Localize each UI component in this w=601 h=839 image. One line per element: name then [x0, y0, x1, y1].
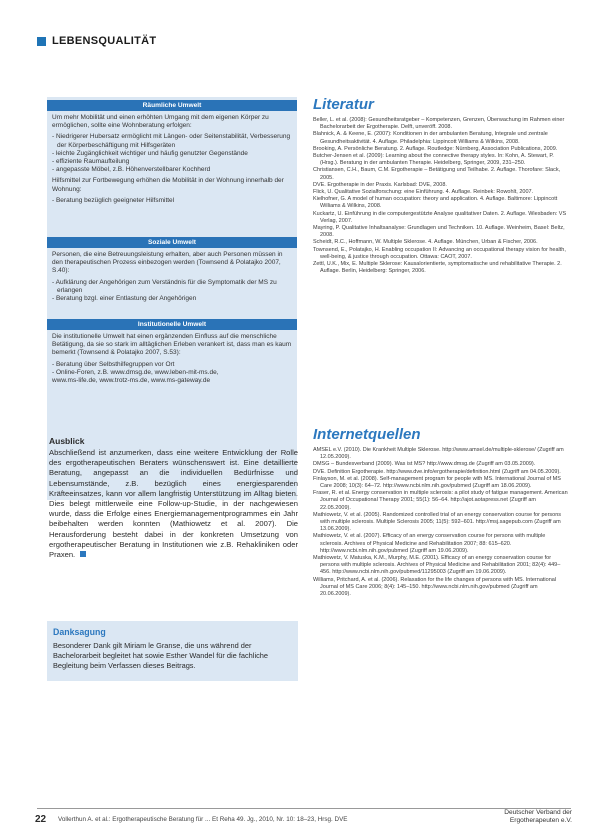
- footer-citation: Vollerthun A. et al.: Ergotherapeutische Beratung für ... Et Reha 49. Jg., 2010, Nr. 10: 18–23, Hrsg. DVE: [58, 816, 348, 823]
- box-heading-institutionell: Institutionelle Umwelt: [47, 319, 297, 330]
- sozial-intro: Personen, die eine Betreuungsleistung erhalten, aber auch Personen müssen in den therapeutischen Prozess einbezogen werden (Townsend & Polatajko 2007, S.40):: [52, 251, 283, 275]
- danksagung-box: [47, 621, 298, 681]
- reference-item: DMSG – Bundesverband (2009). Was ist MS? http://www.dmsg.de (Zugriff am 03.05.2009).: [313, 461, 536, 468]
- reference-item: Beller, L. et al. (2008): Gesundheitsratgeber – Kompetenzen, Grenzen, Überwachung im Rahmen einer Bachelorarbeit der Ergotherapie. Delft, unveröff. 2008.: [313, 117, 565, 131]
- reference-item: Williams, Pritchard, A. et al. (2006). Relaxation for the life changes of persons with MS. International Journal of MS Care 2006; 8(4): 145–150. http://www.ncbi.nlm.nih.gov/pubmed (Zugriff am 20.06.2009).: [313, 576, 557, 598]
- reference-item: Kielhofner, G. A model of human occupation: theory and application. 4. Auflage. Baltimore: Lippincott Williams & Wilkins, 2008.: [313, 196, 558, 210]
- institutionell-content: [52, 333, 294, 385]
- reference-item: Townsend, E., Polatajko, H. Enabling occupation II: Advancing an occupational therapy vision for health, well-being, & justice through occupation. Ottawa: CAOT, 2007.: [313, 246, 566, 260]
- reference-item: Brooking, A. Persönliche Beratung. 2. Auflage. Routledge: Nürnberg, Association Publications, 2009.: [313, 145, 558, 152]
- sozial-list: [52, 279, 294, 304]
- ausblick-body: Abschließend ist anzumerken, dass eine weitere Entwicklung der Rolle des ergotherapeutischen Beraters wünschenswert ist. Eine detaillierte Beratung, angepasst an die individuellen Bedürfnisse und Lebensumstände, z.B. bezüglich eines energiesparenden Kräfteeinsatzes, kann vor allem langfristig Unterstützung im Alltag bieten. Dies belegt mittlerweile eine Follow-up-Studie, in der nachgewiesen wurde, dass die Erfolge eines Energiemanagementprogrammes ein Jahr beibehalten werden konnten (Mathiowetz et al. 2007). Die Herausforderung besteht dabei in der konkreten Umsetzung von ergotherapeutischer Beratung in Institutionen wie z.B. Rehakliniken oder Praxen.: [49, 448, 298, 560]
- list-item: - angepasste Möbel, z.B. Höhenverstellbarer Kochherd: [52, 166, 211, 174]
- list-item: - Beratung bezüglich geeigneter Hilfsmittel: [52, 196, 175, 204]
- raeumlich-content: [52, 114, 294, 205]
- list-item: - effiziente Raumaufteilung: [52, 158, 130, 166]
- raeumlich-list: [52, 133, 294, 174]
- danksagung-heading: Danksagung: [53, 627, 106, 637]
- footer-organization: [480, 809, 572, 825]
- internetquellen-list: [313, 447, 568, 598]
- literatur-heading: Literatur: [313, 96, 374, 113]
- internetquellen-heading: Internetquellen: [313, 426, 421, 443]
- reference-item: Mathiowetz, V. Matuska, K.M., Murphy, M.E. (2001). Efficacy of an energy conservation course for persons with multiple sclerosis. Archives of Physical Medicine and Rehabilitation 2001; 82(4): 449–456. http://www.ncbi.nlm.nih.gov/pubmed/11295003 (Zugriff am 19.06.2009).: [313, 555, 561, 576]
- ausblick-paragraph: [49, 448, 298, 560]
- reference-item: Zettl, U.K., Mix, E. Multiple Sklerose: Kausalorientierte, symptomatische und rehabilitative Therapie. 2. Auflage. Berlin, Heidelberg: Springer, 2006.: [313, 261, 562, 275]
- org-line-1: Deutscher Verband der: [504, 809, 572, 816]
- reference-item: Kuckartz, U. Einführung in die computergestützte Analyse qualitativer Daten. 2. Auflage. Wiesbaden: VS Verlag, 2007.: [313, 210, 567, 224]
- reference-item: AMSEL e.V. (2010). Die Krankheit Multiple Sklerose. http://www.amsel.de/multiple-sklerose/ (Zugriff am 12.05.2009).: [313, 447, 564, 461]
- section-header: [37, 34, 156, 48]
- box-heading-raeumlich: Räumliche Umwelt: [47, 100, 297, 111]
- reference-item: Mayring, P. Qualitative Inhaltsanalyse: Grundlagen und Techniken. 10. Auflage. Weinheim, Basel: Beltz, 2008.: [313, 225, 565, 239]
- danksagung-text: Besonderer Dank gilt Miriam le Granse, die uns während der Bachelorarbeit begleitet hat sowie Esther Wandel für die fachliche Begleitung beim Verfassen dieses Beitrags.: [53, 641, 268, 670]
- raeumlich-intro: Um mehr Mobilität und einen erhöhten Umgang mit dem eigenen Körper zu ermöglichen, sollte eine Wohnberatung erfolgen:: [52, 114, 269, 130]
- org-line-2: Ergotherapeuten e.V.: [509, 817, 572, 824]
- raeumlich-text2: Hilfsmittel zur Fortbewegung erhöhen die Mobilität in der Wohnung innerhalb der Wohnung:: [52, 177, 284, 193]
- institutionell-intro: Die institutionelle Umwelt hat einen ergänzenden Einfluss auf die menschliche Betätigung, da sie so stark im alltäglichen Erleben verankert ist, dass man es kaum bemerkt (Townsend & Polatajko 2007, S.53):: [52, 333, 292, 357]
- reference-item: DVE. Ergotherapie in der Praxis. Karlsbad: DVE, 2008.: [313, 181, 447, 188]
- box-heading-sozial: Soziale Umwelt: [47, 237, 297, 248]
- list-item: - Beratung bzgl. einer Entlastung der Angehörigen: [52, 295, 197, 303]
- reference-item: Mathiowetz, V. et al. (2005). Randomized controlled trial of an energy conservation course for persons with multiple sclerosis. Multiple Sclerosis 2005; 11(5): 592–601. http://msj.sagepub.com (Zugriff am 13.06.2009).: [313, 511, 562, 533]
- reference-item: Flick, U. Qualitative Sozialforschung: eine Einführung. 4. Auflage. Reinbek: Rowohlt, 2007.: [313, 189, 534, 196]
- reference-item: Mathiowetz, V. et al. (2007). Efficacy of an energy conservation course for persons with multiple sclerosis. Archives of Physical Medicine and Rehabilitation 2007; 88: 615–620. http://www.ncbi.nlm.nih.gov/pubmed (Zugriff am 19.06.2009).: [313, 533, 546, 554]
- ausblick-heading: Ausblick: [49, 436, 85, 446]
- raeumlich-list-2: [52, 197, 294, 205]
- reference-item: Finlayson, M. et al. (2008). Self-management program for people with MS. International Journal of MS Care 2008; 10(3): 64–72. http://www.ncbi.nlm.nih.gov/pubmed (Zugriff am 18.06.2009).: [313, 475, 561, 490]
- list-item: - Aufklärung der Angehörigen zum Verständnis für die Symptomatik der MS zu erlangen: [52, 278, 277, 294]
- reference-item: Scheidt, R.C., Hoffmann, W. Multiple Sklerose. 4. Auflage. München, Urban & Fischer, 2006.: [313, 239, 538, 246]
- institutionell-list: [52, 361, 294, 386]
- end-square-icon: [80, 551, 86, 557]
- list-item: - Niedrigerer Hubersatz ermöglicht mit Längen- oder Seitenstabilität, Verbesserung der Körperbeschäftigung mit Hilfsgeräten: [52, 133, 291, 149]
- reference-item: Christiansen, C.H., Baum, C.M. Ergotherapie – Betätigung und Teilhabe. 2. Auflage. Thorofare: Slack, 2005.: [313, 167, 561, 181]
- info-box: [47, 97, 297, 500]
- section-square-icon: [37, 37, 46, 46]
- literatur-list: [313, 117, 568, 275]
- list-item: - Online-Foren, z.B. www.dmsg.de, www.leben-mit-ms.de,: [52, 368, 219, 376]
- page-number: 22: [35, 814, 47, 825]
- reference-item: DVE. Definition Ergotherapie. http://www.dve.info/ergotherapie/definition.html (Zugriff am 04.05.2009).: [313, 468, 561, 475]
- reference-item: Fraser, R. et al. Energy conservation in multiple sclerosis: a pilot study of fatigue management. American Journal of Occupational Therapy 2001; 55(1): 56–64. http://ajot.aotapress.net (Zugriff am 22.05.2009).: [313, 490, 568, 511]
- list-item: www.ms-life.de, www.trotz-ms.de, www.ms-gateway.de: [52, 377, 211, 385]
- reference-item: Butcher-Jensen et al. (2009): Learning about the connective therapy styles. In: Kohn, A. Stewart, P. (Hrsg.). Beratung in der ambulanten Therapie. Heidelberg, Springer, 2009, 231–250.: [313, 153, 554, 167]
- list-item: - leichte Zugänglichkeit wichtiger und häufig genutzter Gegenstände: [52, 149, 248, 157]
- reference-item: Blahnick, A. & Keene, E. (2007): Konditionen in der ambulanten Beratung, Integrale und zentrale Gesundheitsaktivität. 4. Auflage. Philadelphia: Lippincott Williams & Wilkins, 2008.: [313, 131, 548, 145]
- sozial-content: [52, 251, 294, 303]
- list-item: - Beratung über Selbsthilfegruppen vor Ort: [52, 360, 175, 368]
- section-title: LEBENSQUALITÄT: [52, 35, 157, 47]
